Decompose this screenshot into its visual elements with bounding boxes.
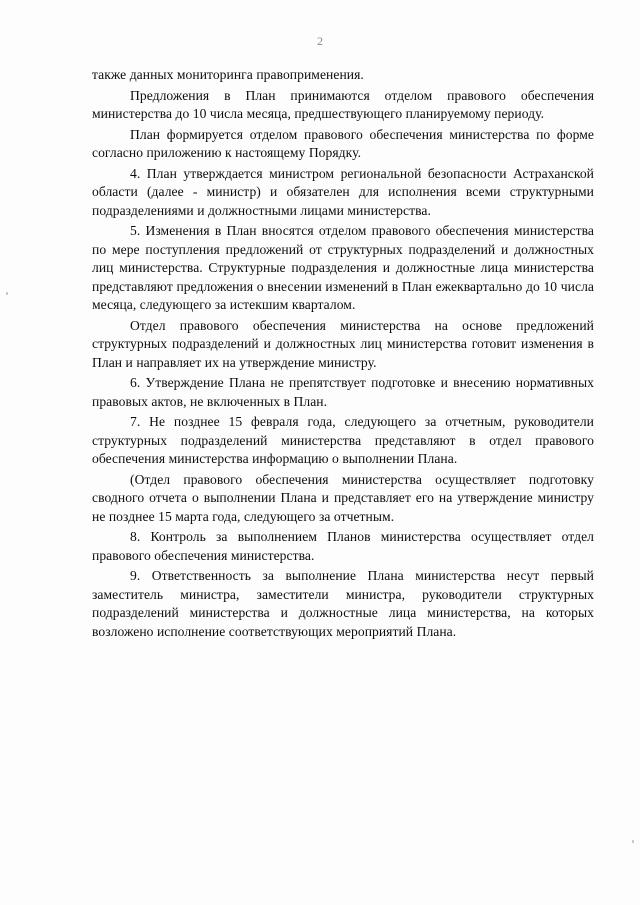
paragraph-plan-form: План формируется отделом правового обеспечения министерства по форме согласно приложению к настоящему Порядку. [92,126,594,160]
paragraph-proposals-deadline: Предложения в План принимаются отделом правового обеспечения министерства до 10 числа месяца, предшествующего планируемому периоду. [92,87,594,121]
paragraph-item-8: 8. Контроль за выполнением Планов министерства осуществляет отдел правового обеспечения министерства. [92,529,594,563]
page-number: 2 [317,34,323,48]
paragraph-changes-preparation: Отдел правового обеспечения министерства на основе предложений структурных подразделений и должностных лиц министерства готовит изменения в План и направляет их на утверждение министру. [92,317,594,370]
scan-speck [6,292,8,295]
paragraph-summary-report: (Отдел правового обеспечения министерства осуществляет подготовку сводного отчета о выполнении Плана и представляет его на утверждение министру не позднее 15 марта года, следующего за отчетным. [92,471,594,524]
paragraph-item-7: 7. Не позднее 15 февраля года, следующего за отчетным, руководители структурных подразделений министерства представляют в отдел правового обеспечения министерства информацию о выполнении Плана. [92,414,594,466]
paragraph-item-4: 4. План утверждается министром региональной безопасности Астраханской области (далее - министр) и обязателен для исполнения всеми структурными подразделениями и должностными лицами министерства. [92,165,594,218]
paragraph-item-9: 9. Ответственность за выполнение Плана министерства несут первый заместитель министра, заместители министра, руководители структурных подразделений министерства и должностные лица министерства, на которых возложено исполнение соответствующих мероприятий Плана. [92,568,594,639]
paragraph-continuation: также данных мониторинга правоприменения. [92,67,364,82]
paragraph-item-5: 5. Изменения в План вносятся отделом правового обеспечения министерства по мере поступления предложений от структурных подразделений и должностных лиц министерства. Структурные подразделения и должностные лица министерства представляют предложения о внесении изменений в План ежеквартально до 10 числа месяца, следующего за истекшим кварталом. [92,223,594,312]
paragraph-item-6: 6. Утверждение Плана не препятствует подготовке и внесению нормативных правовых актов, не включенных в План. [92,375,594,409]
document-body [92,66,594,643]
scan-speck [632,840,634,843]
